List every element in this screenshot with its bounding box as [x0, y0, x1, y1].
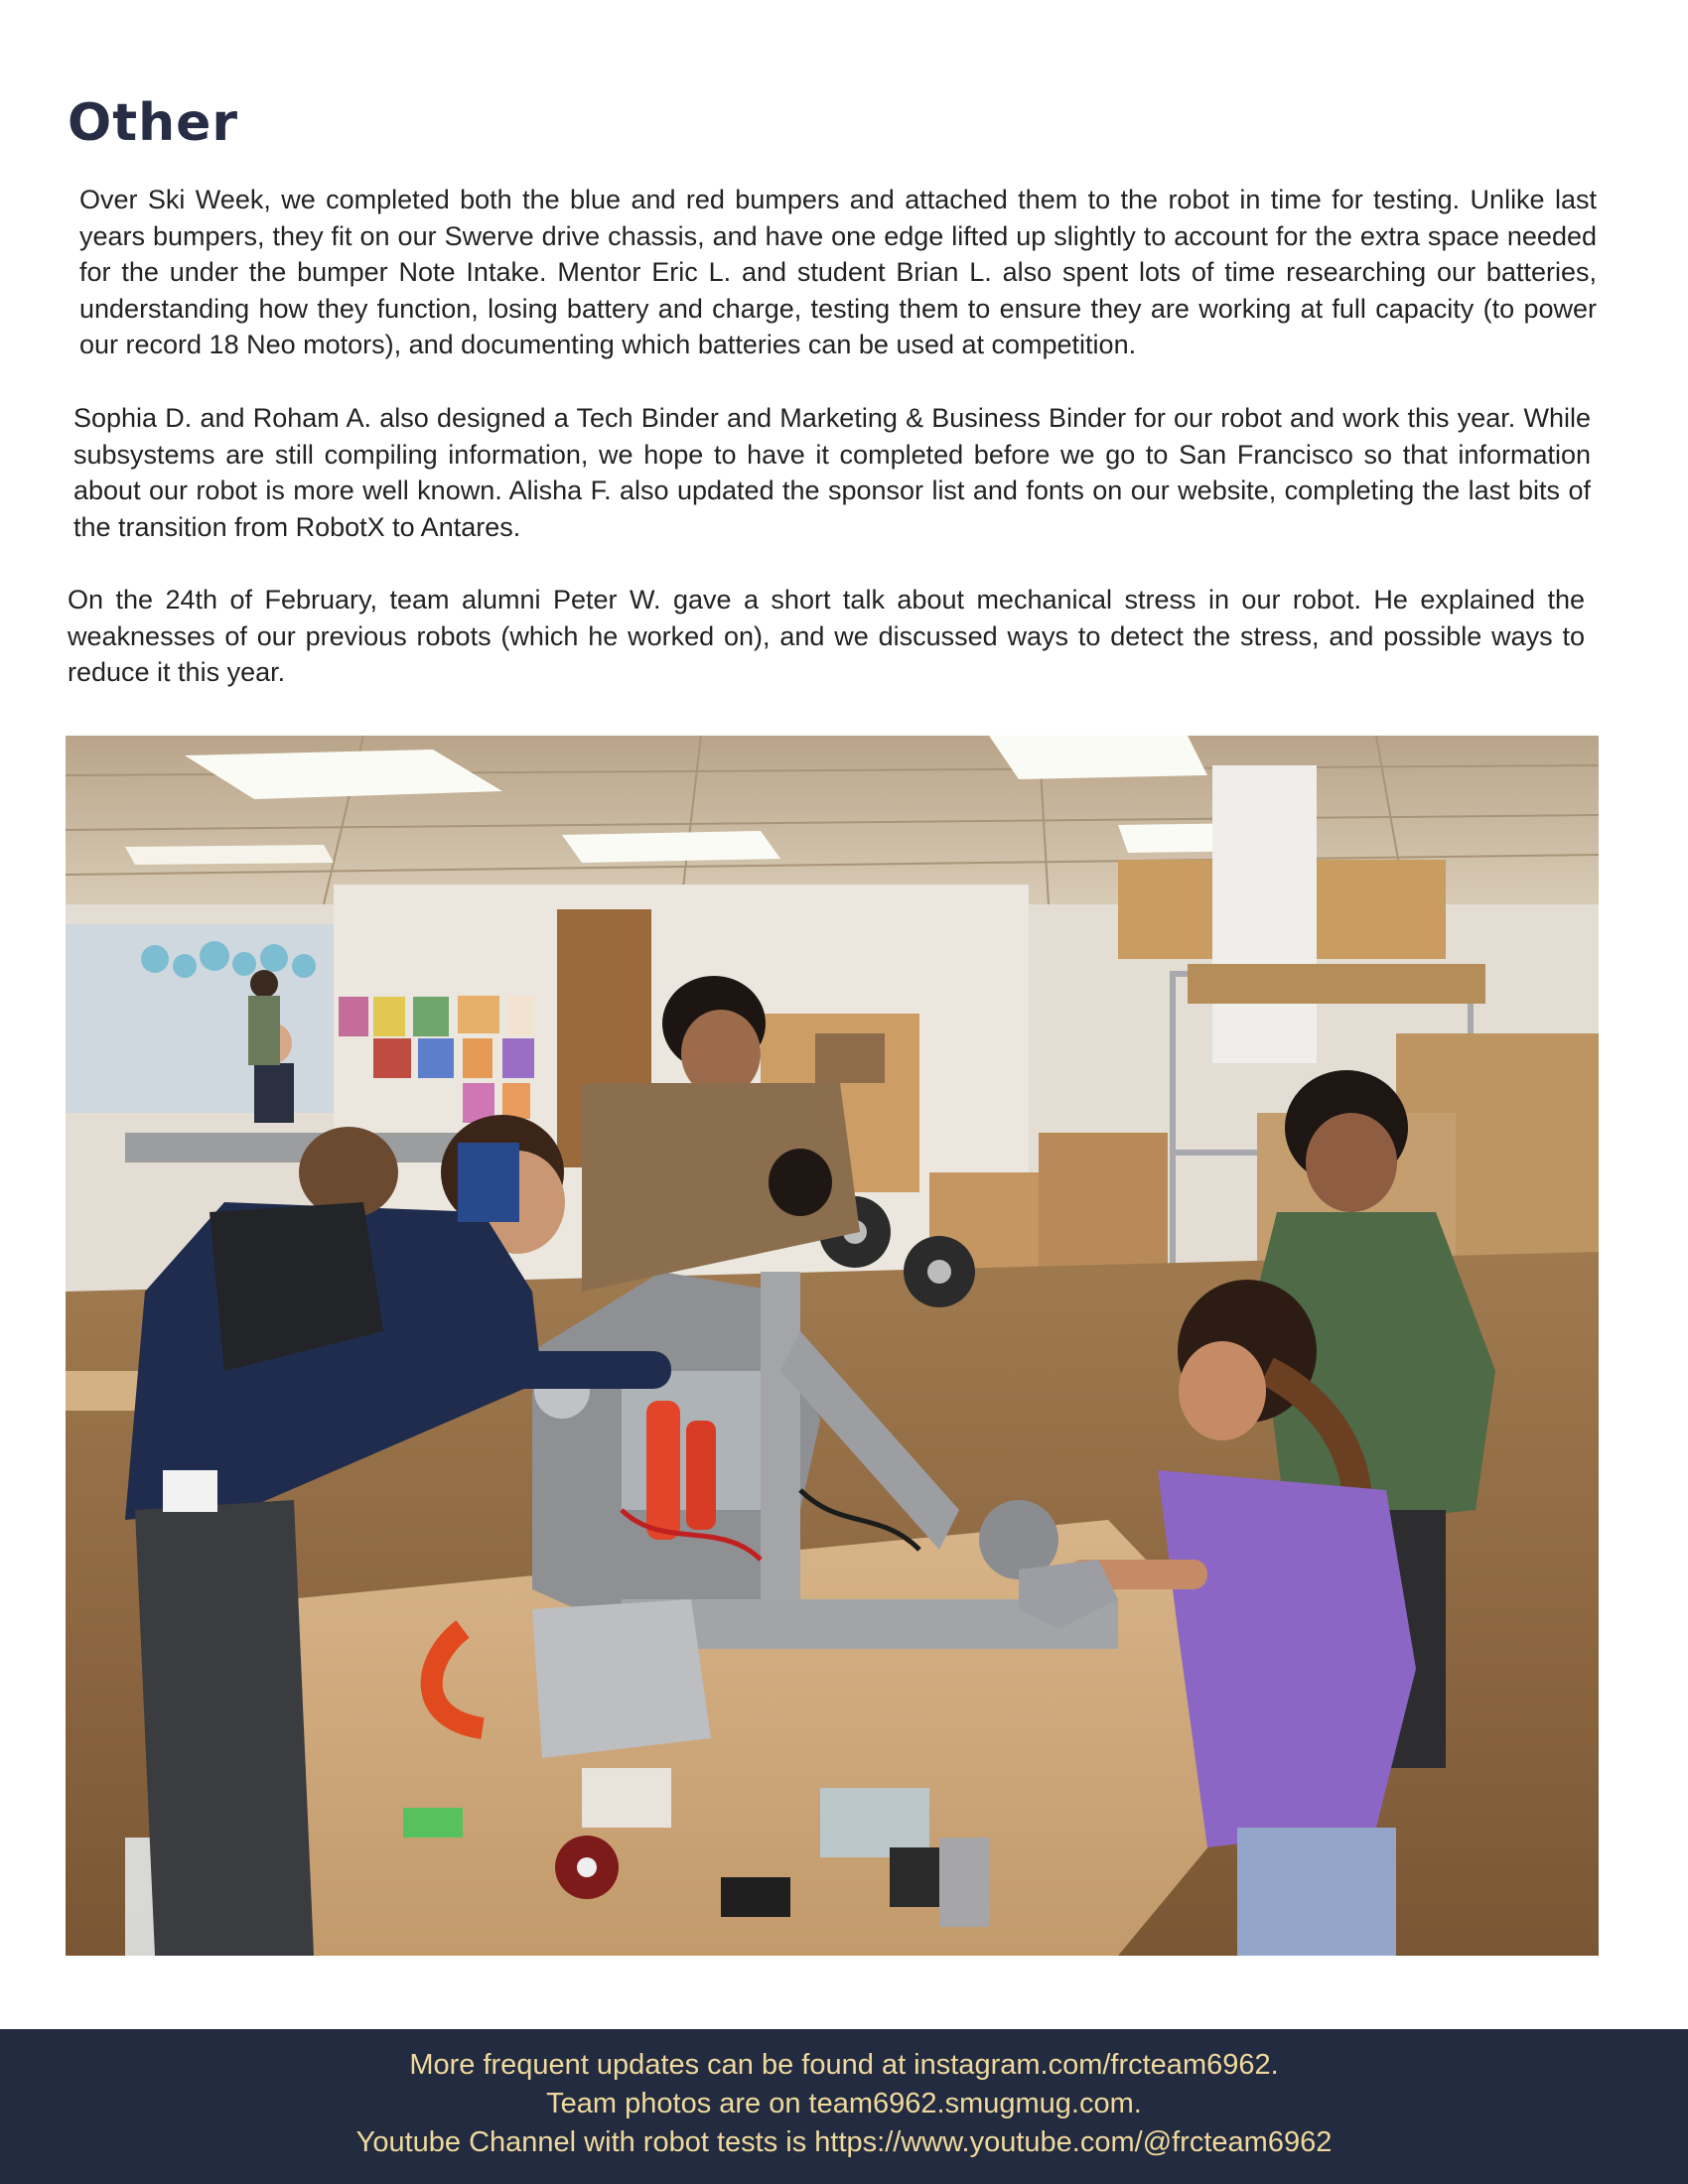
- paragraph-binders: Sophia D. and Roham A. also designed a Tech Binder and Marketing & Business Binder for our robot and work this year. While subsystems are still compiling information, we hope to have it completed before we go to San Francisco so that information about our robot is more well known. Alisha F. also updated the sponsor list and fonts on our website, completing the last bits of the transition from RobotX to Antares.: [73, 403, 1591, 542]
- paragraph-ski-week: Over Ski Week, we completed both the blue and red bumpers and attached them to the robot in time for testing. Unlike last years bumpers, they fit on our Swerve drive chassis, and have one edge lifted up slightly to account for the extra space needed for the under the bumper Note Intake. Mentor Eric L. and student Brian L. also spent lots of time researching our batteries, understanding how they function, losing battery and charge, testing them to ensure they are working at full capacity (to power our record 18 Neo motors), and documenting which batteries can be used at competition.: [79, 185, 1597, 359]
- footer-youtube-line: Youtube Channel with robot tests is https://www.youtube.com/@frcteam6962: [355, 2126, 1333, 2158]
- team-workshop-photo: [66, 736, 1599, 1956]
- footer-instagram-line: More frequent updates can be found at instagram.com/frcteam6962.: [409, 2049, 1279, 2081]
- paragraph-alumni-talk: On the 24th of February, team alumni Peter W. gave a short talk about mechanical stress in our robot. He explained the weaknesses of our previous robots (which he worked on), and we discussed ways to detect the stress, and possible ways to reduce it this year.: [68, 585, 1585, 687]
- footer-smugmug-line: Team photos are on team6962.smugmug.com.: [546, 2088, 1142, 2119]
- page-title: Other: [68, 93, 238, 153]
- footer-banner: [0, 2029, 1688, 2184]
